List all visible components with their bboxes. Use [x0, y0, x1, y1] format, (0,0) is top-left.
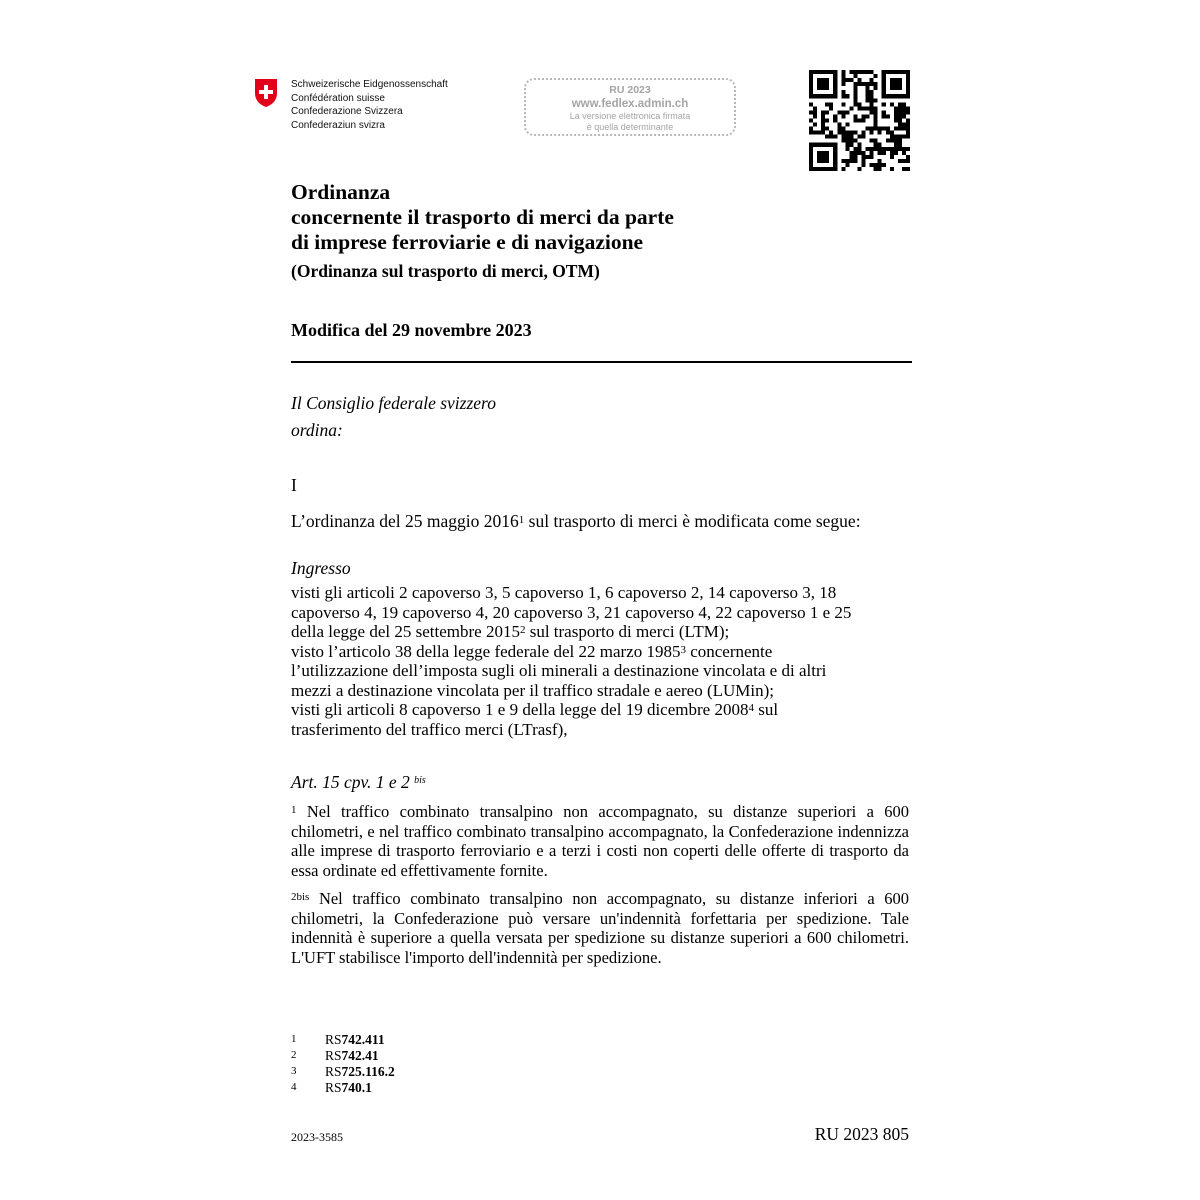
qr-code-icon	[809, 70, 910, 171]
agency-name: Schweizerische Eidgenossenschaft Confédération suisse Confederazione Svizzera Confederaziun svizra	[291, 79, 448, 131]
section-number: I	[291, 475, 297, 495]
footnote: 4 RS 740.1	[291, 1080, 372, 1095]
preamble: Il Consiglio federale svizzero ordina:	[291, 393, 496, 440]
ingresso-text: visti gli articoli 2 capoverso 3, 5 capoverso 1, 6 capoverso 2, 14 capoverso 3, 18 capoverso 4, 19 capoverso 4, 20 capoverso 3, 21 capoverso 4, 22 capoverso 1 e 25 della legge del 25 settembre 2015$^2$ sul trasporto di merci (LTM); visto l’articolo 38 della legge federale del 22 marzo 1985$^3$ concernente l’utilizzazione dell’imposta sugli oli minerali a destinazione vincolata e di altri mezzi a destinazione vincolata per il traffico stradale e aereo (LUMin); visti gli articoli 8 capoverso 1 e 9 della legge del 19 dicembre 2008$^4$ sul trasferimento del traffico merci (LTrasf),	[291, 583, 852, 739]
swiss-coat-of-arms-icon	[254, 78, 278, 108]
ingresso-heading: Ingresso	[291, 558, 351, 578]
amendment-date: Modifica del 29 novembre 2023	[291, 320, 532, 340]
page-reference: RU 2023 805	[814, 1124, 909, 1144]
authenticity-stamp: RU 2023 www.fedlex.admin.ch La versione elettronica firmata è quella determinante	[524, 78, 736, 136]
divider	[291, 361, 912, 363]
document-id: 2023-3585	[291, 1130, 343, 1144]
article-paragraph-2bis: $^{2bis}$ Nel traffico combinato transalpino non accompagnato, su distanze inferiori a 600 chilometri, la Confederazione può versare un'indennità forfettaria per spedizione. Tale indennità è superiore a quella versata per spedizione su distanze superiori a 600 chilometri. L'UFT stabilisce l'importo dell'indennità per spedizione.	[291, 889, 909, 968]
ordinance-title: Ordinanza concernente il trasporto di merci da parte di imprese ferroviarie e di navigazione	[291, 180, 674, 254]
article-paragraph-1: $^1$ Nel traffico combinato transalpino non accompagnato, su distanze superiori a 600 chilometri, e nel traffico combinato transalpino accompagnato, la Confederazione indennizza alle imprese di trasporto ferroviario e a terzi i costi non coperti delle offerte di trasporto da essa ordinate ed effettivamente fornite.	[291, 802, 909, 881]
footnote-ref: 3	[680, 643, 686, 656]
footnote-ref: 2	[519, 624, 526, 636]
footnote-ref: 4	[748, 702, 754, 714]
lead-paragraph: L’ordinanza del 25 maggio 2016$^1$ sul trasporto di merci è modificata come segue:	[291, 511, 861, 531]
ordinance-subtitle: (Ordinanza sul trasporto di merci, OTM)	[291, 261, 600, 281]
footnotes	[291, 1032, 395, 1096]
article-heading: Art. 15 cpv. 1 e 2 $^{bis}$	[291, 772, 426, 792]
footnote: 2 RS 742.41	[291, 1048, 379, 1063]
footnote-ref: 1	[518, 514, 525, 526]
footnote: 1 RS 742.411	[291, 1032, 385, 1047]
footnote: 3 RS 725.116.2	[291, 1064, 395, 1079]
